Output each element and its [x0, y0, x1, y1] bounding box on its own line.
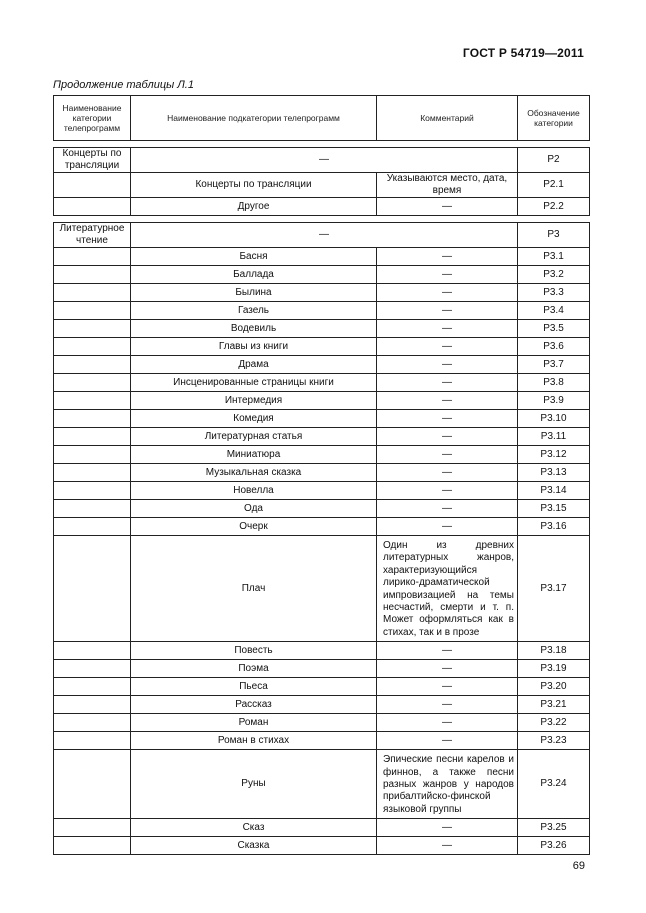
table-row	[54, 148, 590, 173]
table-header	[54, 96, 590, 141]
category-code: Р3.13	[518, 464, 590, 482]
table-row	[54, 464, 590, 482]
category-code: Р3.23	[518, 732, 590, 750]
category-cell	[54, 750, 131, 819]
category-cell	[54, 464, 131, 482]
category-name: Литературное чтение	[54, 223, 131, 248]
comment-cell: —	[377, 320, 518, 338]
category-code: Р3.8	[518, 374, 590, 392]
subcategory-name: Другое	[131, 198, 377, 216]
subcategory-name: Инсценированные страницы книги	[131, 374, 377, 392]
category-cell	[54, 642, 131, 660]
table-row	[54, 750, 590, 819]
subcategory-name: Баллада	[131, 266, 377, 284]
category-name: Концерты по трансляции	[54, 148, 131, 173]
table-row	[54, 696, 590, 714]
category-code: Р3.9	[518, 392, 590, 410]
comment-cell: —	[377, 642, 518, 660]
table-row	[54, 518, 590, 536]
spacer-cell	[54, 141, 590, 148]
subcategory-name: Рассказ	[131, 696, 377, 714]
category-code: Р3.15	[518, 500, 590, 518]
subcategory-name: Новелла	[131, 482, 377, 500]
category-code: Р2	[518, 148, 590, 173]
table-row	[54, 428, 590, 446]
subcategory-name: Басня	[131, 248, 377, 266]
category-code: Р3.17	[518, 536, 590, 642]
subcategory-name: Литературная статья	[131, 428, 377, 446]
subcategory-name: Комедия	[131, 410, 377, 428]
comment-cell: —	[377, 392, 518, 410]
table-row	[54, 223, 590, 248]
subcategory-name: Музыкальная сказка	[131, 464, 377, 482]
comment-cell: Один из древних литературных жанров, характеризующийся лирико-драматической импровизацией на темы несчастий, смерти и т. п. Может оформляться как в стихах, так и в прозе	[377, 536, 518, 642]
subcategory-name: —	[131, 223, 518, 248]
table-row	[54, 338, 590, 356]
subcategory-name: Миниатюра	[131, 446, 377, 464]
category-code: Р3.16	[518, 518, 590, 536]
page-number: 69	[572, 860, 585, 872]
table-row	[54, 446, 590, 464]
categories-table	[53, 95, 590, 855]
category-code: Р3.3	[518, 284, 590, 302]
comment-cell: —	[377, 198, 518, 216]
comment-cell: —	[377, 428, 518, 446]
table-row	[54, 732, 590, 750]
comment-cell: —	[377, 446, 518, 464]
category-code: Р3	[518, 223, 590, 248]
category-code: Р3.2	[518, 266, 590, 284]
category-cell	[54, 714, 131, 732]
comment-cell: —	[377, 284, 518, 302]
subcategory-name: Сказ	[131, 819, 377, 837]
category-code: Р3.21	[518, 696, 590, 714]
comment-cell: —	[377, 266, 518, 284]
category-cell	[54, 338, 131, 356]
comment-cell: —	[377, 356, 518, 374]
category-code: Р3.26	[518, 837, 590, 855]
comment-cell: —	[377, 714, 518, 732]
subcategory-name: Повесть	[131, 642, 377, 660]
comment-cell: —	[377, 518, 518, 536]
standard-number: ГОСТ Р 54719—2011	[462, 46, 584, 60]
category-cell	[54, 819, 131, 837]
comment-cell: Эпические песни карелов и финнов, а также песни разных жанров у народов прибалтийско-финской языковой группы	[377, 750, 518, 819]
category-code: Р3.14	[518, 482, 590, 500]
category-code: Р3.18	[518, 642, 590, 660]
subcategory-name: Интермедия	[131, 392, 377, 410]
category-code: Р3.25	[518, 819, 590, 837]
subcategory-name: Сказка	[131, 837, 377, 855]
category-cell	[54, 837, 131, 855]
comment-cell: —	[377, 678, 518, 696]
subcategory-name: Руны	[131, 750, 377, 819]
category-code: Р3.12	[518, 446, 590, 464]
category-cell	[54, 392, 131, 410]
table-row	[54, 500, 590, 518]
subcategory-name: Плач	[131, 536, 377, 642]
subcategory-name: Пьеса	[131, 678, 377, 696]
category-code: Р3.19	[518, 660, 590, 678]
subcategory-name: Очерк	[131, 518, 377, 536]
comment-cell: —	[377, 482, 518, 500]
subcategory-name: —	[131, 148, 518, 173]
table-row	[54, 714, 590, 732]
table-row	[54, 660, 590, 678]
subcategory-name: Газель	[131, 302, 377, 320]
comment-cell: —	[377, 302, 518, 320]
category-cell	[54, 320, 131, 338]
subcategory-name: Былина	[131, 284, 377, 302]
comment-cell: —	[377, 338, 518, 356]
comment-cell: —	[377, 248, 518, 266]
table-row	[54, 678, 590, 696]
category-cell	[54, 696, 131, 714]
category-cell	[54, 428, 131, 446]
table-row	[54, 248, 590, 266]
subcategory-name: Роман в стихах	[131, 732, 377, 750]
table-row	[54, 302, 590, 320]
header-code: Обозначение категории	[518, 96, 590, 141]
comment-cell: —	[377, 696, 518, 714]
comment-cell: Указываются место, дата, время	[377, 173, 518, 198]
category-cell	[54, 302, 131, 320]
category-cell	[54, 356, 131, 374]
table-row	[54, 482, 590, 500]
subcategory-name: Поэма	[131, 660, 377, 678]
category-code: Р3.7	[518, 356, 590, 374]
comment-cell: —	[377, 410, 518, 428]
subcategory-name: Роман	[131, 714, 377, 732]
category-code: Р3.4	[518, 302, 590, 320]
category-cell	[54, 678, 131, 696]
table-row	[54, 410, 590, 428]
header-category: Наименование категории телепрограмм	[54, 96, 131, 141]
category-cell	[54, 518, 131, 536]
category-code: Р3.22	[518, 714, 590, 732]
comment-cell: —	[377, 500, 518, 518]
category-code: Р3.1	[518, 248, 590, 266]
category-code: Р3.11	[518, 428, 590, 446]
table-row	[54, 266, 590, 284]
table-row	[54, 819, 590, 837]
category-code: Р3.10	[518, 410, 590, 428]
category-cell	[54, 660, 131, 678]
category-cell	[54, 500, 131, 518]
category-code: Р2.2	[518, 198, 590, 216]
subcategory-name: Драма	[131, 356, 377, 374]
table-row	[54, 642, 590, 660]
comment-cell: —	[377, 732, 518, 750]
table-row	[54, 173, 590, 198]
subcategory-name: Главы из книги	[131, 338, 377, 356]
category-cell	[54, 482, 131, 500]
header-comment: Комментарий	[377, 96, 518, 141]
category-cell	[54, 248, 131, 266]
table-row	[54, 356, 590, 374]
category-cell	[54, 410, 131, 428]
category-cell	[54, 446, 131, 464]
category-code: Р2.1	[518, 173, 590, 198]
comment-cell: —	[377, 660, 518, 678]
category-cell	[54, 266, 131, 284]
category-code: Р3.5	[518, 320, 590, 338]
category-cell	[54, 732, 131, 750]
header-subcategory: Наименование подкатегории телепрограмм	[131, 96, 377, 141]
table-row	[54, 320, 590, 338]
table-row	[54, 837, 590, 855]
table-row	[54, 392, 590, 410]
category-cell	[54, 536, 131, 642]
subcategory-name: Водевиль	[131, 320, 377, 338]
table-row	[54, 374, 590, 392]
comment-cell: —	[377, 374, 518, 392]
category-cell	[54, 198, 131, 216]
table-row	[54, 284, 590, 302]
subcategory-name: Ода	[131, 500, 377, 518]
group-spacer	[54, 216, 590, 223]
category-cell	[54, 284, 131, 302]
table-row	[54, 198, 590, 216]
comment-cell: —	[377, 819, 518, 837]
table-row	[54, 536, 590, 642]
group-spacer	[54, 141, 590, 148]
category-code: Р3.20	[518, 678, 590, 696]
category-cell	[54, 374, 131, 392]
subcategory-name: Концерты по трансляции	[131, 173, 377, 198]
comment-cell: —	[377, 837, 518, 855]
spacer-cell	[54, 216, 590, 223]
category-code: Р3.24	[518, 750, 590, 819]
category-code: Р3.6	[518, 338, 590, 356]
table-caption: Продолжение таблицы Л.1	[53, 79, 194, 91]
category-cell	[54, 173, 131, 198]
comment-cell: —	[377, 464, 518, 482]
